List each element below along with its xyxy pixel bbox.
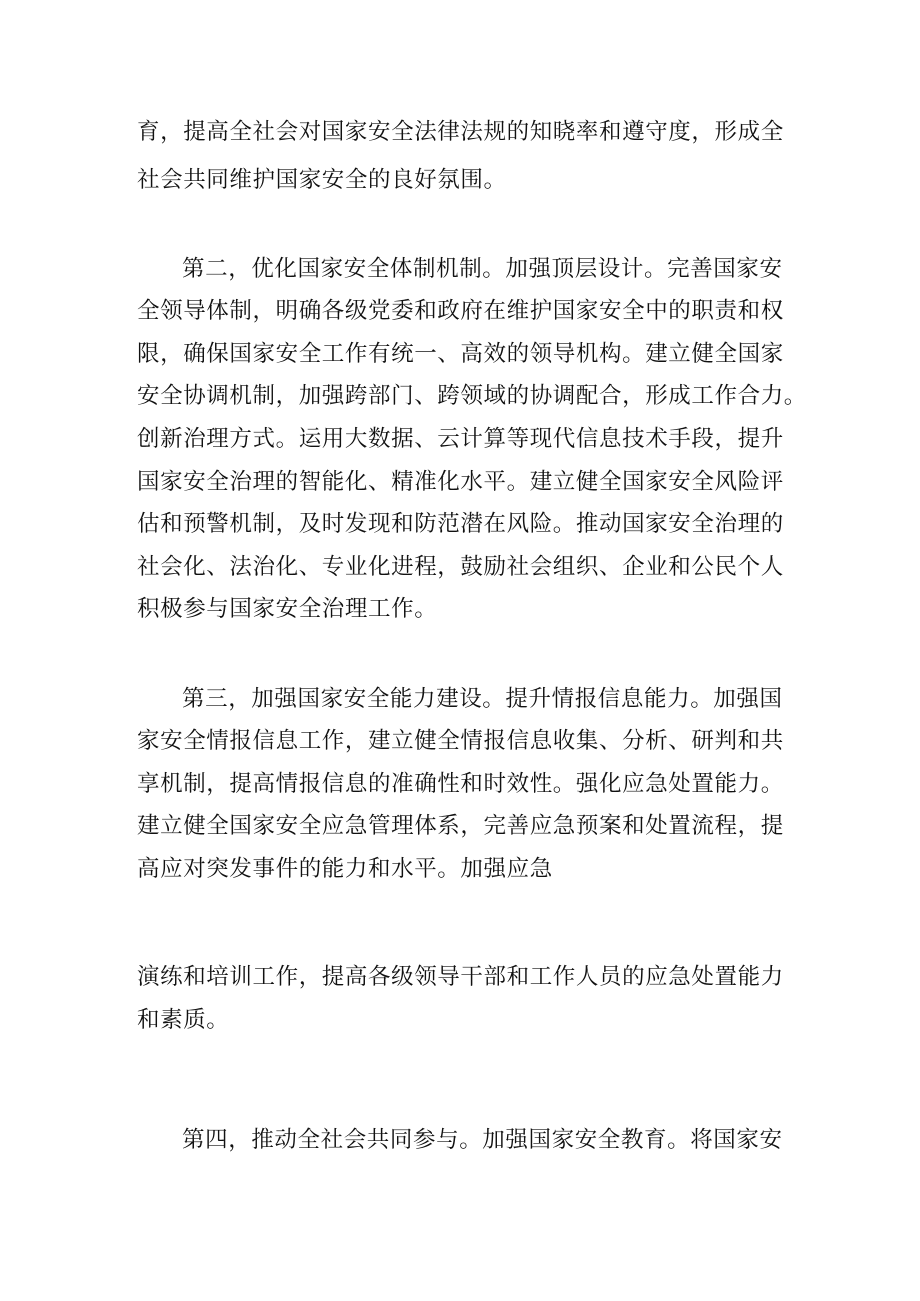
text-line: 估和预警机制，及时发现和防范潜在风险。推动国家安全治理的 [137,511,784,537]
text-line: 演练和培训工作，提高各级领导干部和工作人员的应急处置能力 [137,964,784,990]
text-line: 限，确保国家安全工作有统一、高效的领导机构。建立健全国家 [137,341,784,367]
text-line: 家安全情报信息工作，建立健全情报信息收集、分析、研判和共 [137,728,784,754]
text-line: 社会化、法治化、专业化进程，鼓励社会组织、企业和公民个人 [137,554,784,580]
text-line: 国家安全治理的智能化、精准化水平。建立健全国家安全风险评 [137,469,784,495]
text-line: 建立健全国家安全应急管理体系，完善应急预案和处置流程，提 [137,813,784,839]
text-line: 社会共同维护国家安全的良好氛围。 [137,167,507,193]
text-line: 安全协调机制，加强跨部门、跨领域的协调配合，形成工作合力。 [137,383,807,409]
paragraph-start-line: 第四，推动全社会共同参与。加强国家安全教育。将国家安 [182,1127,783,1153]
text-line: 享机制，提高情报信息的准确性和时效性。强化应急处置能力。 [137,771,784,797]
text-line: 高应对突发事件的能力和水平。加强应急 [137,856,553,882]
text-line: 积极参与国家安全治理工作。 [137,596,438,622]
text-line: 创新治理方式。运用大数据、云计算等现代信息技术手段，提升 [137,426,784,452]
paragraph-start-line: 第二，优化国家安全体制机制。加强顶层设计。完善国家安 [182,256,783,282]
paragraph-start-line: 第三，加强国家安全能力建设。提升情报信息能力。加强国 [182,686,783,712]
text-line: 全领导体制，明确各级党委和政府在维护国家安全中的职责和权 [137,298,784,324]
text-line: 育，提高全社会对国家安全法律法规的知晓率和遵守度，形成全 [137,119,784,145]
text-line: 和素质。 [137,1007,230,1033]
